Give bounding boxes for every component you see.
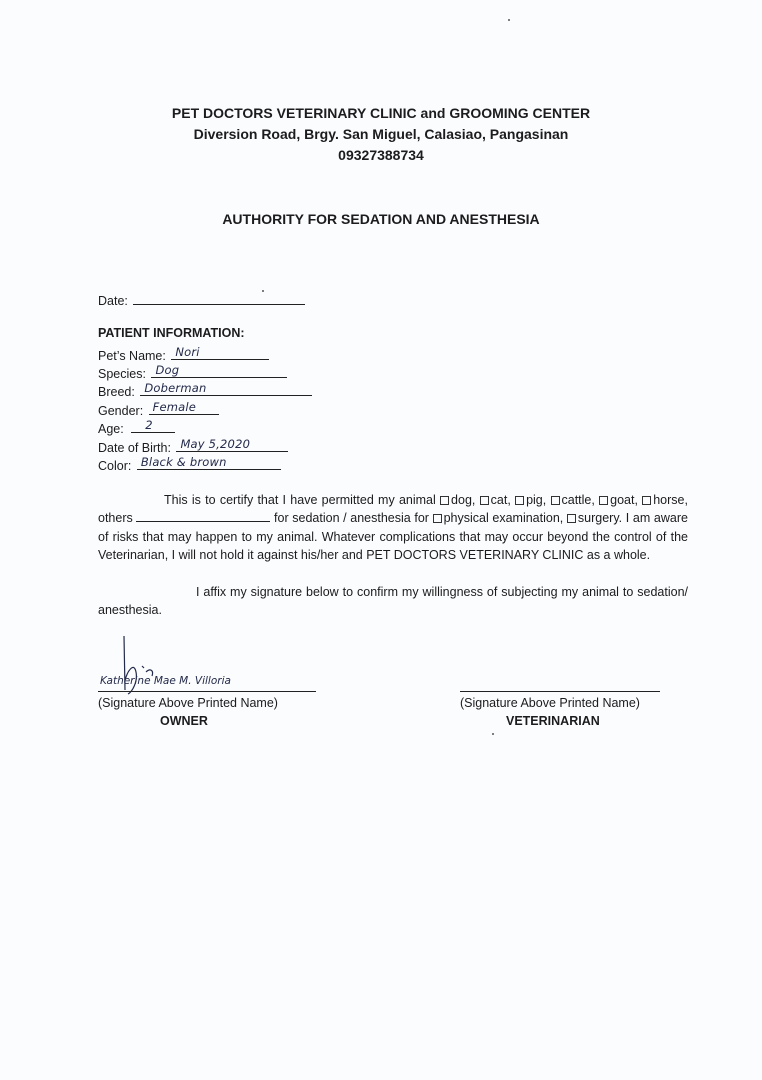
goat-option: goat,	[610, 493, 638, 507]
form-title: AUTHORITY FOR SEDATION AND ANESTHESIA	[222, 211, 540, 227]
gender-field	[98, 399, 219, 418]
age-field	[98, 417, 175, 436]
gender-label: Gender:	[98, 404, 144, 418]
surgery-option: surgery.	[577, 511, 623, 526]
owner-printed-name: Katherine Mae M. Villoria	[100, 675, 231, 687]
cattle-checkbox[interactable]	[551, 496, 560, 505]
cat-checkbox[interactable]	[480, 496, 489, 505]
surgery-checkbox[interactable]	[567, 514, 576, 523]
gender-value: Female	[152, 400, 197, 414]
owner-signature-caption: (Signature Above Printed Name)	[98, 696, 278, 710]
physical-exam-option: physical examination,	[443, 511, 564, 526]
date-field	[98, 289, 305, 308]
species-field	[98, 362, 287, 381]
goat-checkbox[interactable]	[599, 496, 608, 505]
consent-purpose: for sedation / anesthesia for	[274, 511, 429, 526]
species-blank[interactable]	[151, 362, 287, 378]
breed-value: Doberman	[144, 381, 207, 395]
dog-option: dog,	[451, 493, 476, 507]
dob-field	[98, 436, 288, 455]
color-blank[interactable]	[137, 454, 281, 470]
pet-name-field	[98, 344, 269, 363]
gender-blank[interactable]	[149, 399, 219, 415]
age-label: Age:	[98, 422, 124, 436]
owner-role-label: OWNER	[160, 714, 208, 728]
age-value: 2	[145, 418, 153, 432]
owner-signature-line[interactable]	[98, 690, 316, 692]
breed-label: Breed:	[98, 385, 135, 399]
vet-signature-caption: (Signature Above Printed Name)	[460, 696, 640, 710]
clinic-phone: 09327388734	[338, 147, 424, 163]
pet-name-blank[interactable]	[171, 344, 269, 360]
clinic-name: PET DOCTORS VETERINARY CLINIC and GROOMING CENTER	[171, 105, 591, 121]
breed-blank[interactable]	[140, 380, 312, 396]
pet-name-value: Nori	[175, 345, 200, 359]
others-blank[interactable]	[136, 509, 270, 522]
scan-speck	[492, 733, 494, 735]
color-field	[98, 454, 281, 473]
physical-exam-checkbox[interactable]	[433, 514, 442, 523]
clinic-header	[0, 103, 762, 166]
dob-value: May 5,2020	[180, 437, 251, 451]
scan-speck	[508, 19, 510, 21]
pig-option: pig,	[526, 493, 547, 507]
horse-others-option: horse, others	[98, 493, 688, 526]
clinic-address: Diversion Road, Brgy. San Miguel, Calasiao, Pangasinan	[193, 126, 569, 142]
species-label: Species:	[98, 367, 146, 381]
horse-checkbox[interactable]	[642, 496, 651, 505]
dog-checkbox[interactable]	[440, 496, 449, 505]
consent-intro: This is to certify that I have permitted my animal	[164, 493, 436, 507]
signature-affirmation: I affix my signature below to confirm my willingness of subjecting my animal to sedation/ anesthesia.	[98, 585, 688, 618]
consent-paragraph	[98, 491, 688, 565]
consent-risk-text: I am aware of risks that may happen to my animal. Whatever complications that may occur beyond the control of the Veterinarian, I will not hold it against his/her and PET DOCTORS VETERINARY CLINIC as a whole.	[98, 511, 688, 563]
dob-blank[interactable]	[176, 436, 288, 452]
vet-role-label: VETERINARIAN	[506, 714, 600, 728]
vet-signature-line[interactable]	[460, 690, 660, 692]
species-value: Dog	[155, 363, 180, 377]
pig-checkbox[interactable]	[515, 496, 524, 505]
date-label: Date:	[98, 294, 128, 308]
color-label: Color:	[98, 459, 132, 473]
dob-label: Date of Birth:	[98, 441, 171, 455]
color-value: Black & brown	[140, 455, 227, 469]
date-blank[interactable]	[133, 289, 305, 305]
patient-info-heading: PATIENT INFORMATION:	[98, 326, 245, 340]
cattle-option: cattle,	[561, 493, 595, 507]
age-blank[interactable]	[131, 417, 175, 433]
breed-field	[98, 380, 312, 399]
pet-name-label: Pet’s Name:	[98, 349, 166, 363]
cat-option: cat,	[490, 493, 511, 507]
